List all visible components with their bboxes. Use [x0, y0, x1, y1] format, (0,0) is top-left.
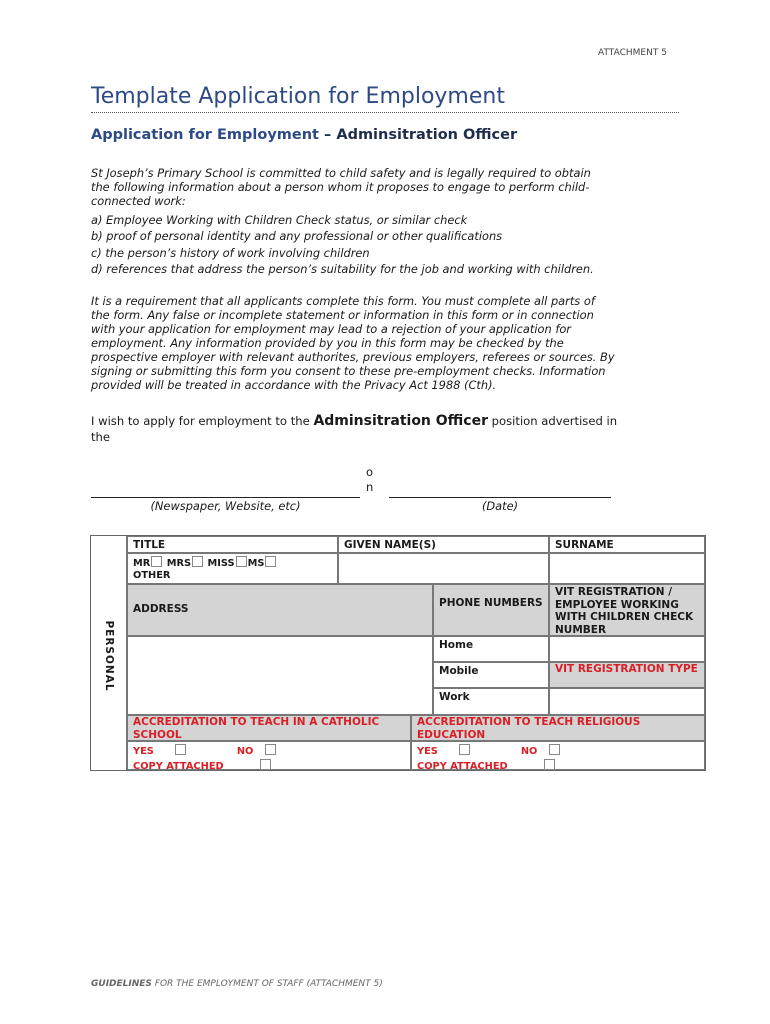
mr-checkbox[interactable]	[151, 556, 162, 567]
title-header: TITLE	[127, 536, 338, 553]
source-caption: (Newspaper, Website, etc)	[150, 499, 301, 513]
given-names-header: GIVEN NAME(S)	[338, 536, 549, 553]
vit-number-input[interactable]	[549, 636, 705, 662]
apply-statement	[91, 413, 617, 445]
home-phone-field[interactable]: Home	[433, 636, 549, 662]
intro-line: the following information about a person whom it proposes to engage to perform child-	[91, 180, 590, 194]
catholic-no-checkbox[interactable]	[265, 744, 276, 755]
list-item: d) references that address the person’s suitability for the job and working with children.	[91, 261, 594, 276]
mobile-phone-field[interactable]: Mobile	[433, 662, 549, 688]
religious-copy-checkbox[interactable]	[544, 759, 555, 770]
address-label: ADDRESS	[127, 584, 433, 636]
title-options: MR MRS MISS MS OTHER	[127, 553, 338, 584]
phone-numbers-label: PHONE NUMBERS	[433, 584, 549, 636]
intro-line: St Joseph’s Primary School is committed to child safety and is legally required to obtain	[91, 166, 591, 180]
subtitle-position: Adminsitration Officer	[336, 127, 518, 143]
requirement-line: employment. Any information provided by you in this form may be checked by the	[91, 336, 564, 350]
catholic-yes-label: YES	[133, 746, 154, 757]
subtitle-separator: –	[318, 127, 337, 143]
personal-side-label: PERSONAL	[91, 536, 127, 770]
form-subtitle	[91, 127, 517, 143]
date-caption: (Date)	[481, 499, 519, 513]
apply-prefix: I wish to apply for employment to the	[91, 414, 314, 428]
requirement-line: It is a requirement that all applicants complete this form. You must complete all parts of	[91, 294, 595, 308]
religious-copy-label: COPY ATTACHED	[417, 760, 508, 772]
requirement-paragraph	[91, 294, 615, 392]
footer-rest: FOR THE EMPLOYMENT OF STAFF (ATTACHMENT 5)	[151, 979, 383, 989]
accreditation-religious-label: ACCREDITATION TO TEACH RELIGIOUS EDUCATION	[411, 715, 705, 741]
religious-no-checkbox[interactable]	[549, 744, 560, 755]
catholic-copy-label: COPY ATTACHED	[133, 760, 224, 772]
apply-line2: the	[91, 430, 111, 444]
miss-checkbox[interactable]	[236, 556, 247, 567]
source-input-line[interactable]	[91, 497, 360, 498]
subtitle-prefix: Application for Employment	[91, 127, 319, 143]
footer-bold: GUIDELINES	[91, 979, 152, 989]
catholic-copy-checkbox[interactable]	[260, 759, 271, 770]
surname-input[interactable]	[549, 553, 705, 584]
work-phone-field[interactable]: Work	[433, 688, 549, 715]
religious-no-label: NO	[520, 746, 538, 757]
catholic-yes-checkbox[interactable]	[175, 744, 186, 755]
vit-registration-label: VIT REGISTRATION / EMPLOYEE WORKING WITH CHILDREN CHECK NUMBER	[549, 584, 705, 636]
requirement-line: signing or submitting this form you consent to these pre-employment checks. Information	[91, 364, 606, 378]
page-footer	[91, 979, 383, 989]
requirements-list	[91, 212, 594, 277]
mrs-checkbox[interactable]	[192, 556, 203, 567]
attachment-label: ATTACHMENT 5	[598, 48, 667, 58]
apply-suffix: position advertised in	[488, 414, 618, 428]
on-letter-o: o	[366, 465, 374, 479]
list-item: b) proof of personal identity and any professional or other qualifications	[91, 229, 503, 244]
list-item: a) Employee Working with Children Check status, or similar check	[91, 213, 468, 227]
catholic-no-label: NO	[236, 746, 254, 757]
ms-checkbox[interactable]	[265, 556, 276, 567]
page-title: Template Application for Employment	[91, 84, 505, 109]
requirement-line: with your application for employment may lead to a rejection of your application for	[91, 322, 571, 336]
intro-line: connected work:	[91, 194, 186, 208]
vit-registration-type-label: VIT REGISTRATION TYPE	[549, 662, 705, 688]
title-divider	[91, 112, 679, 113]
requirement-line: the form. Any false or incomplete statement or information in this form or in connection	[91, 308, 594, 322]
date-input-line[interactable]	[389, 497, 611, 498]
religious-yes-checkbox[interactable]	[459, 744, 470, 755]
apply-position: Adminsitration Officer	[313, 413, 488, 429]
address-input[interactable]	[127, 636, 433, 715]
vit-type-input[interactable]	[549, 688, 705, 715]
on-letter-n: n	[366, 480, 374, 494]
religious-yes-label: YES	[417, 746, 438, 757]
catholic-options	[127, 741, 411, 770]
intro-paragraph	[91, 166, 591, 208]
requirement-line: prospective employer with relevant authorites, previous employers, referees or sources. By	[91, 350, 615, 364]
religious-options	[411, 741, 705, 770]
surname-header: SURNAME	[549, 536, 705, 553]
other-option[interactable]: OTHER	[133, 570, 171, 581]
requirement-line: provided will be treated in accordance with the Privacy Act 1988 (Cth).	[91, 378, 497, 392]
given-names-input[interactable]	[338, 553, 549, 584]
personal-details-table	[90, 535, 706, 771]
list-item: c) the person’s history of work involving children	[91, 245, 370, 260]
accreditation-catholic-label: ACCREDITATION TO TEACH IN A CATHOLIC SCHOOL	[127, 715, 411, 741]
